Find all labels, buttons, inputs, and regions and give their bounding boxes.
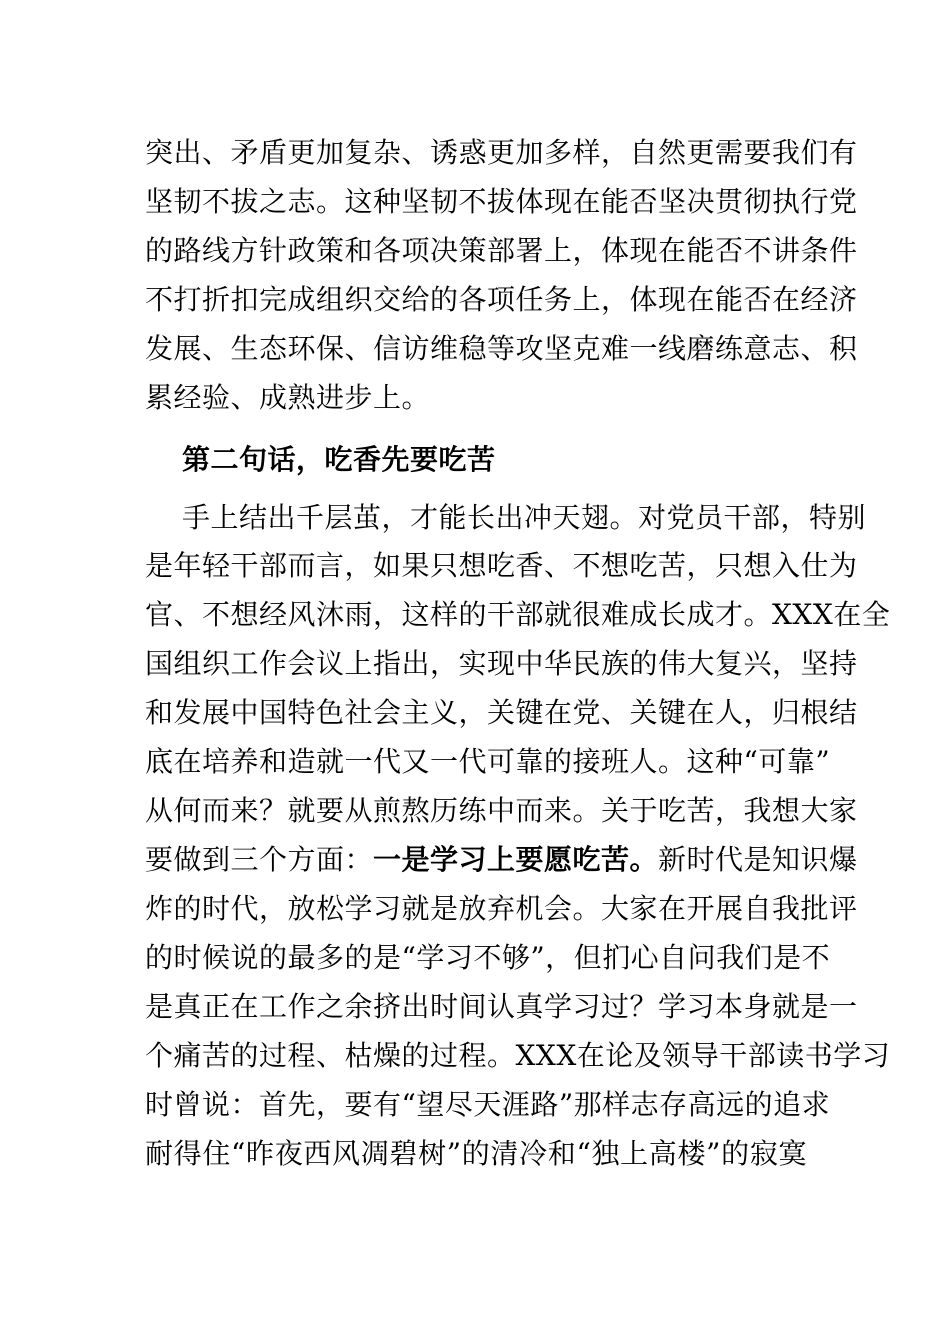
paragraph-line: 是年轻干部而言，如果只想吃香、不想吃苦，只想入仕为 (145, 549, 858, 582)
paragraph-line: 耐得住“昨夜西风凋碧树”的清冷和“独上高楼”的寂寞 (145, 1137, 807, 1170)
paragraph-line: 发展、生态环保、信访维稳等攻坚克难一线磨练意志、积 (145, 332, 858, 365)
paragraph-line: 累经验、成熟进步上。 (145, 381, 431, 414)
line-text: 要做到三个方面： (145, 843, 374, 876)
paragraph-line-mixed (145, 840, 858, 880)
paragraph-line: 时曾说：首先，要有“望尽天涯路”那样志存高远的追求 (145, 1088, 831, 1121)
paragraph-line: 和发展中国特色社会主义，关键在党、关键在人，归根结 (145, 696, 858, 729)
bold-emphasis: 一是学习上要愿吃苦。 (373, 843, 659, 876)
paragraph-line: 的时候说的最多的是“学习不够”，但扪心自问我们是不 (145, 941, 831, 974)
paragraph-line: 突出、矛盾更加复杂、诱惑更加多样，自然更需要我们有 (145, 136, 858, 169)
paragraph-line: 坚韧不拔之志。这种坚韧不拔体现在能否坚决贯彻执行党 (145, 185, 858, 218)
paragraph-line: 手上结出千层茧，才能长出冲天翅。对党员干部，特别 (182, 501, 867, 534)
paragraph-line: 官、不想经风沐雨，这样的干部就很难成长成才。XXX在全 (145, 598, 891, 631)
paragraph-line: 不打折扣完成组织交给的各项任务上，体现在能否在经济 (145, 283, 858, 316)
line-text: 新时代是知识爆 (658, 843, 858, 876)
section-heading: 第二句话，吃香先要吃苦 (182, 443, 496, 476)
paragraph-line: 底在培养和造就一代又一代可靠的接班人。这种“可靠” (145, 745, 831, 778)
paragraph-line: 个痛苦的过程、枯燥的过程。XXX在论及领导干部读书学习 (145, 1039, 891, 1072)
paragraph-line: 炸的时代，放松学习就是放弃机会。大家在开展自我批评 (145, 892, 858, 925)
paragraph-line: 是真正在工作之余挤出时间认真学习过？学习本身就是一 (145, 990, 858, 1023)
paragraph-line: 的路线方针政策和各项决策部署上，体现在能否不讲条件 (145, 234, 858, 267)
paragraph-line: 从何而来？就要从煎熬历练中而来。关于吃苦，我想大家 (145, 794, 858, 827)
paragraph-line: 国组织工作会议上指出，实现中华民族的伟大复兴，坚持 (145, 647, 858, 680)
